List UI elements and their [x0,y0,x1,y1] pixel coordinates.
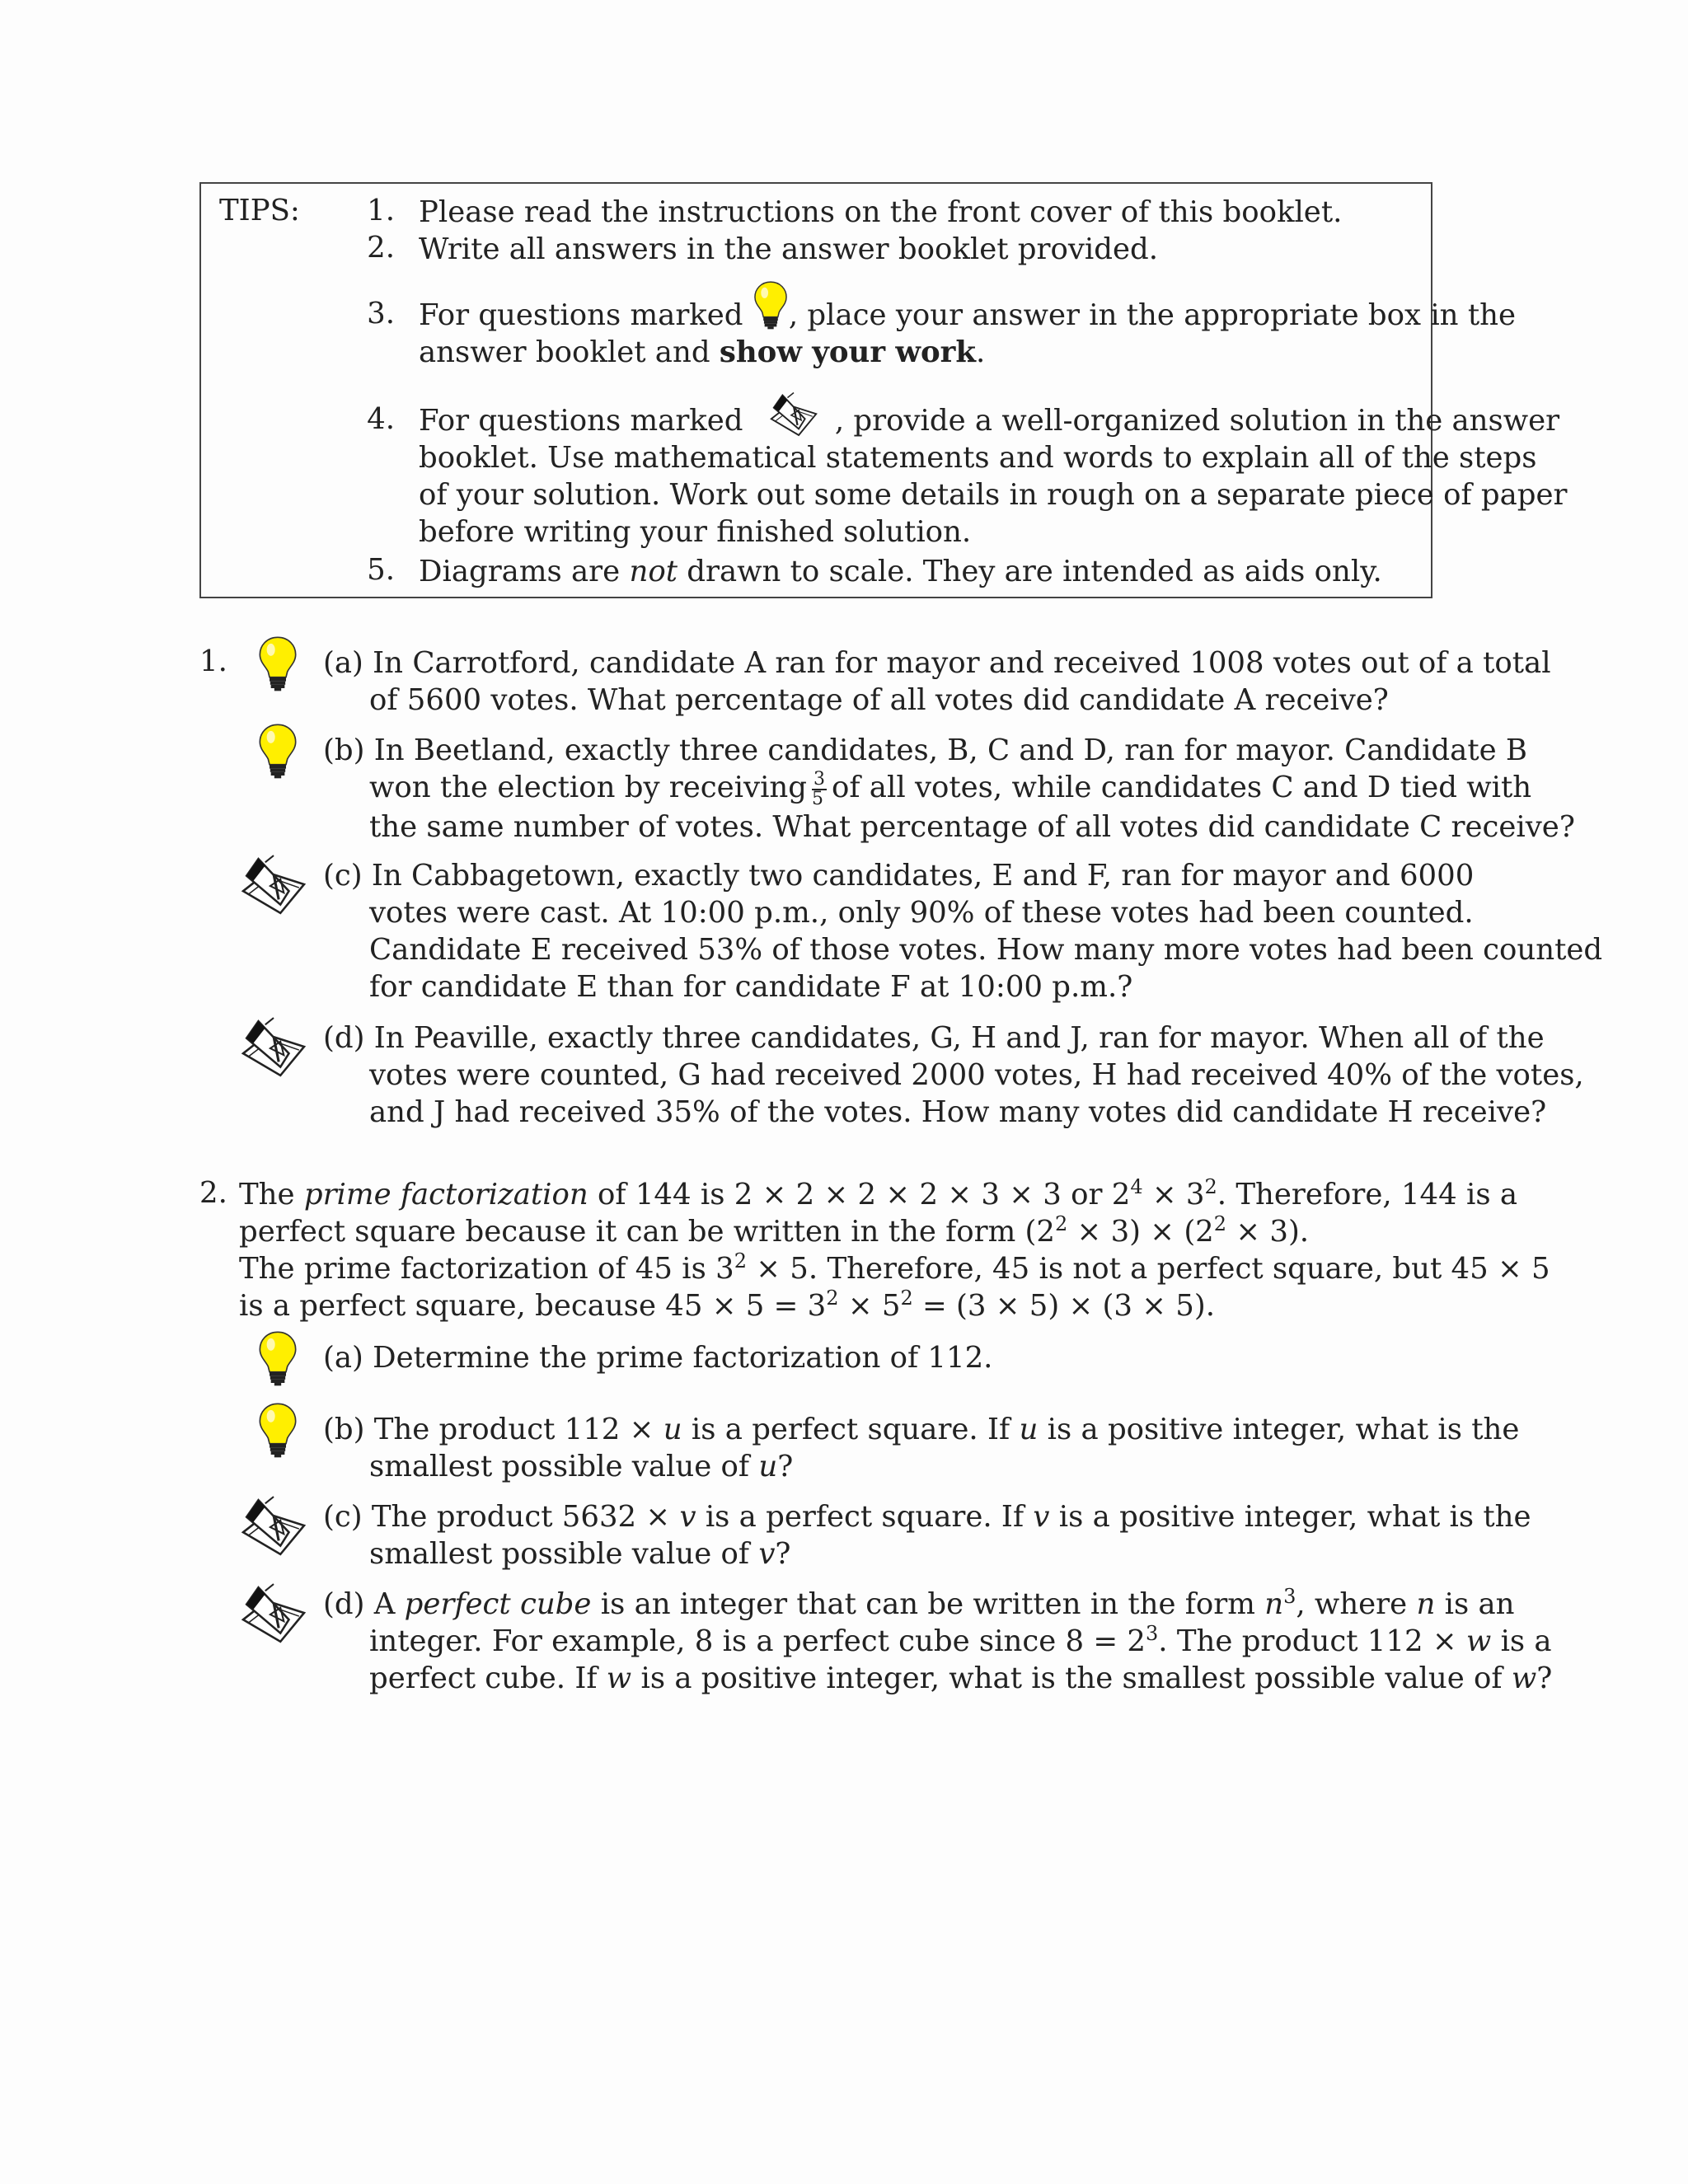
tips-label: TIPS: [219,194,300,227]
question-line: (d) A perfect cube is an integer that can be written in the form $n^3$, where n is an [323,1585,1515,1621]
tip-line: before writing your finished solution. [419,515,972,549]
tip-line: Diagrams are not drawn to scale. They are intended as aids only. [419,555,1382,588]
lightbulb-icon [753,279,789,330]
tip-text [419,553,1418,590]
tip-line: of your solution. Work out some details in rough on a separate piece of paper [419,478,1568,512]
question-2c [323,1498,1531,1572]
fraction: $\frac{3}{5}$ [812,768,826,809]
question-line: (d) In Peaville, exactly three candidates, G, H and J, ran for mayor. When all of the [323,1021,1545,1055]
question-line: The prime factorization of 144 is 2 × 2 × 2 × 2 × 3 × 3 or $2^4 \times 3^2$. Therefore, 144 is a [239,1175,1518,1212]
question-line: and J had received 35% of the votes. How many votes did candidate H receive? [369,1095,1547,1129]
tip-line: booklet. Use mathematical statements and words to explain all of the steps [419,441,1537,475]
question-line: (a) Determine the prime factorization of 112. [323,1341,993,1375]
question-1b [323,732,1575,846]
question-line: is a perfect square, because $45 \times 5 = 3^2 \times 5^2 = (3 \times 5) \times (3 \times 5)$. [239,1286,1216,1323]
tips-box [199,182,1568,598]
lightbulb-icon [257,635,298,692]
tip-text [419,231,1418,268]
question-line: Candidate E received 53% of those votes. How many more votes had been counted [369,933,1603,967]
question-line: The prime factorization of 45 is $3^2 \times 5$. Therefore, 45 is not a perfect square, but 45 × 5 [239,1249,1550,1286]
pencil-paper-icon [234,854,313,916]
question-line: (b) In Beetland, exactly three candidates, B, C and D, ran for mayor. Candidate B [323,733,1527,767]
question-number: 1. [199,644,227,678]
question-2a [323,1339,1428,1376]
question-line: the same number of votes. What percentage of all votes did candidate C receive? [369,809,1575,844]
question-number: 2. [199,1176,227,1210]
question-line: votes were cast. At 10:00 p.m., only 90% of these votes had been counted. [369,896,1474,930]
question-line: (c) The product 5632 × v is a perfect square. If v is a positive integer, what is the [323,1500,1531,1534]
tip-number: 4. [367,402,395,436]
tip-line: Write all answers in the answer booklet provided. [419,232,1158,266]
pencil-paper-icon [753,391,835,438]
question-line: for candidate E than for candidate F at 10:00 p.m.? [369,970,1133,1004]
question-2-intro [239,1175,1550,1324]
tip-line: For questions marked , place your answer in the appropriate box in the [419,297,1418,334]
tip-line: Please read the instructions on the front cover of this booklet. [419,195,1343,229]
question-line: perfect square because it can be written in the form $(2^2 \times 3) \times (2^2 \times 3)$. [239,1212,1310,1249]
tip-number: 3. [367,297,395,330]
question-1c [323,857,1603,1005]
tip-line: For questions marked , provide a well-organized solution in the answer [419,402,1418,439]
tip-text [419,194,1418,231]
question-line: won the election by receiving $\frac{3}{5}$ of all votes, while candidates C and D tied with [369,768,1532,809]
tip-text [419,297,1516,371]
tip-number: 5. [367,553,395,587]
pencil-paper-icon [234,1582,313,1645]
question-1d [323,1019,1584,1131]
question-line: of 5600 votes. What percentage of all votes did candidate A receive? [369,683,1389,717]
question-line: perfect cube. If w is a positive integer, what is the smallest possible value of w? [369,1661,1553,1695]
pencil-paper-icon [234,1016,313,1079]
question-line: votes were counted, G had received 2000 votes, H had received 40% of the votes, [369,1058,1584,1092]
pencil-paper-icon [234,1495,313,1558]
question-line: (b) The product 112 × u is a perfect square. If u is a positive integer, what is the [323,1413,1520,1446]
tip-number: 2. [367,231,395,265]
question-line: smallest possible value of v? [369,1537,791,1571]
tip-number: 1. [367,194,395,227]
question-line: smallest possible value of u? [369,1450,794,1483]
question-line: (a) In Carrotford, candidate A ran for mayor and received 1008 votes out of a total [323,646,1551,680]
tip-line: answer booklet and show your work. [419,335,986,369]
question-line: integer. For example, 8 is a perfect cube since $8 = 2^3$. The product 112 × w is a [369,1622,1552,1658]
lightbulb-icon [257,1329,298,1387]
lightbulb-icon [257,1401,298,1459]
question-2d [323,1585,1553,1697]
question-1a [323,644,1551,719]
tip-text [419,402,1568,551]
lightbulb-icon [257,722,298,780]
question-2b [323,1411,1520,1485]
question-line: (c) In Cabbagetown, exactly two candidates, E and F, ran for mayor and 6000 [323,859,1475,893]
